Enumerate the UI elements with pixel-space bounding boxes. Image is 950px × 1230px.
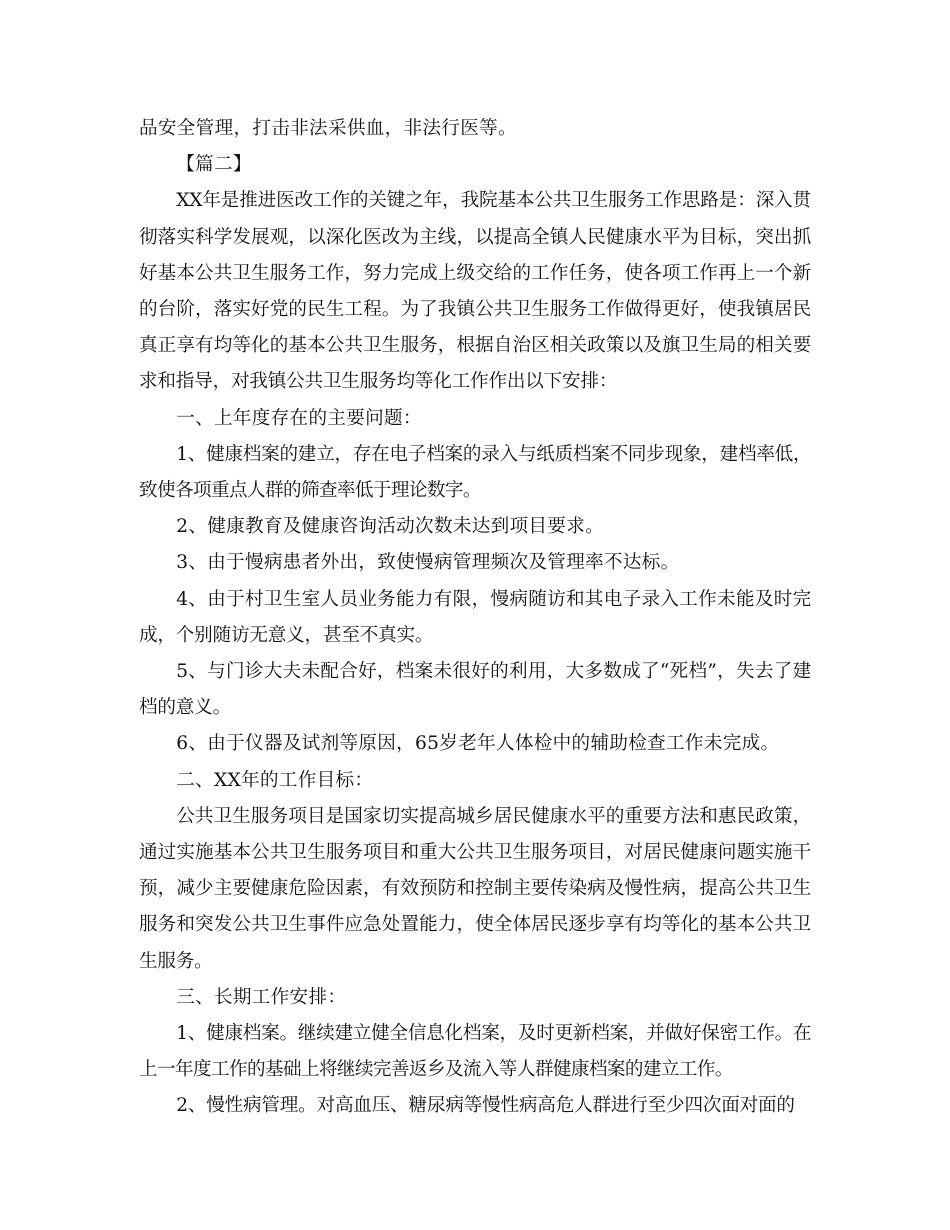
- problem-item-3: 3、由于慢病患者外出，致使慢病管理频次及管理率不达标。: [176, 552, 680, 574]
- problem-item-1: 1、健康档案的建立，存在电子档案的录入与纸质档案不同步现象，建档率低，致使各项重点人群的筛查率低于理论数字。: [139, 443, 811, 502]
- problem-item-4: 4、由于村卫生室人员业务能力有限，慢病随访和其电子录入工作未能及时完成，个别随访无意义，甚至不真实。: [139, 588, 811, 646]
- document-body: [139, 111, 811, 1125]
- section-heading-part-two: 【篇二】: [176, 154, 252, 176]
- arrangement-item-2: 2、慢性病管理。对高血压、糖尿病等慢性病高危人群进行至少四次面对面的: [176, 1095, 795, 1117]
- heading-previous-year-problems: 一、上年度存在的主要问题：: [176, 407, 422, 429]
- problem-item-6: 6、由于仪器及试剂等原因，65岁老年人体检中的辅助检查工作未完成。: [176, 733, 780, 755]
- paragraph-continuation: 品安全管理，打击非法采供血，非法行医等。: [139, 118, 517, 139]
- heading-long-term-arrangement: 三、长期工作安排：: [176, 986, 347, 1008]
- problem-item-2: 2、健康教育及健康咨询活动次数未达到项目要求。: [176, 516, 604, 538]
- problem-item-5: 5、与门诊大夫未配合好，档案未很好的利用，大多数成了“死档”，失去了建档的意义。: [139, 661, 811, 719]
- paragraph-work-goals: 公共卫生服务项目是国家切实提高城乡居民健康水平的重要方法和惠民政策，通过实施基本公共卫生服务项目和重大公共卫生服务项目，对居民健康问题实施干预，减少主要健康危险因素，有效预防和控制主要传染病及慢性病，提高公共卫生服务和突发公共卫生事件应急处置能力，使全体居民逐步享有均等化的基本公共卫生服务。: [139, 805, 811, 972]
- paragraph-intro: XX年是推进医改工作的关键之年，我院基本公共卫生服务工作思路是：深入贯彻落实科学发展观，以深化医改为主线，以提高全镇人民健康水平为目标，突出抓好基本公共卫生服务工作，努力完成上级交给的工作任务，使各项工作再上一个新的台阶，落实好党的民生工程。为了我镇公共卫生服务工作做得更好，使我镇居民真正享有均等化的基本公共卫生服务，根据自治区相关政策以及旗卫生局的相关要求和指导，对我镇公共卫生服务均等化工作作出以下安排：: [139, 190, 811, 393]
- heading-work-goals: 二、XX年的工作目标：: [176, 769, 374, 791]
- arrangement-item-1: 1、健康档案。继续建立健全信息化档案，及时更新档案，并做好保密工作。在上一年度工作的基础上将继续完善返乡及流入等人群健康档案的建立工作。: [139, 1023, 811, 1081]
